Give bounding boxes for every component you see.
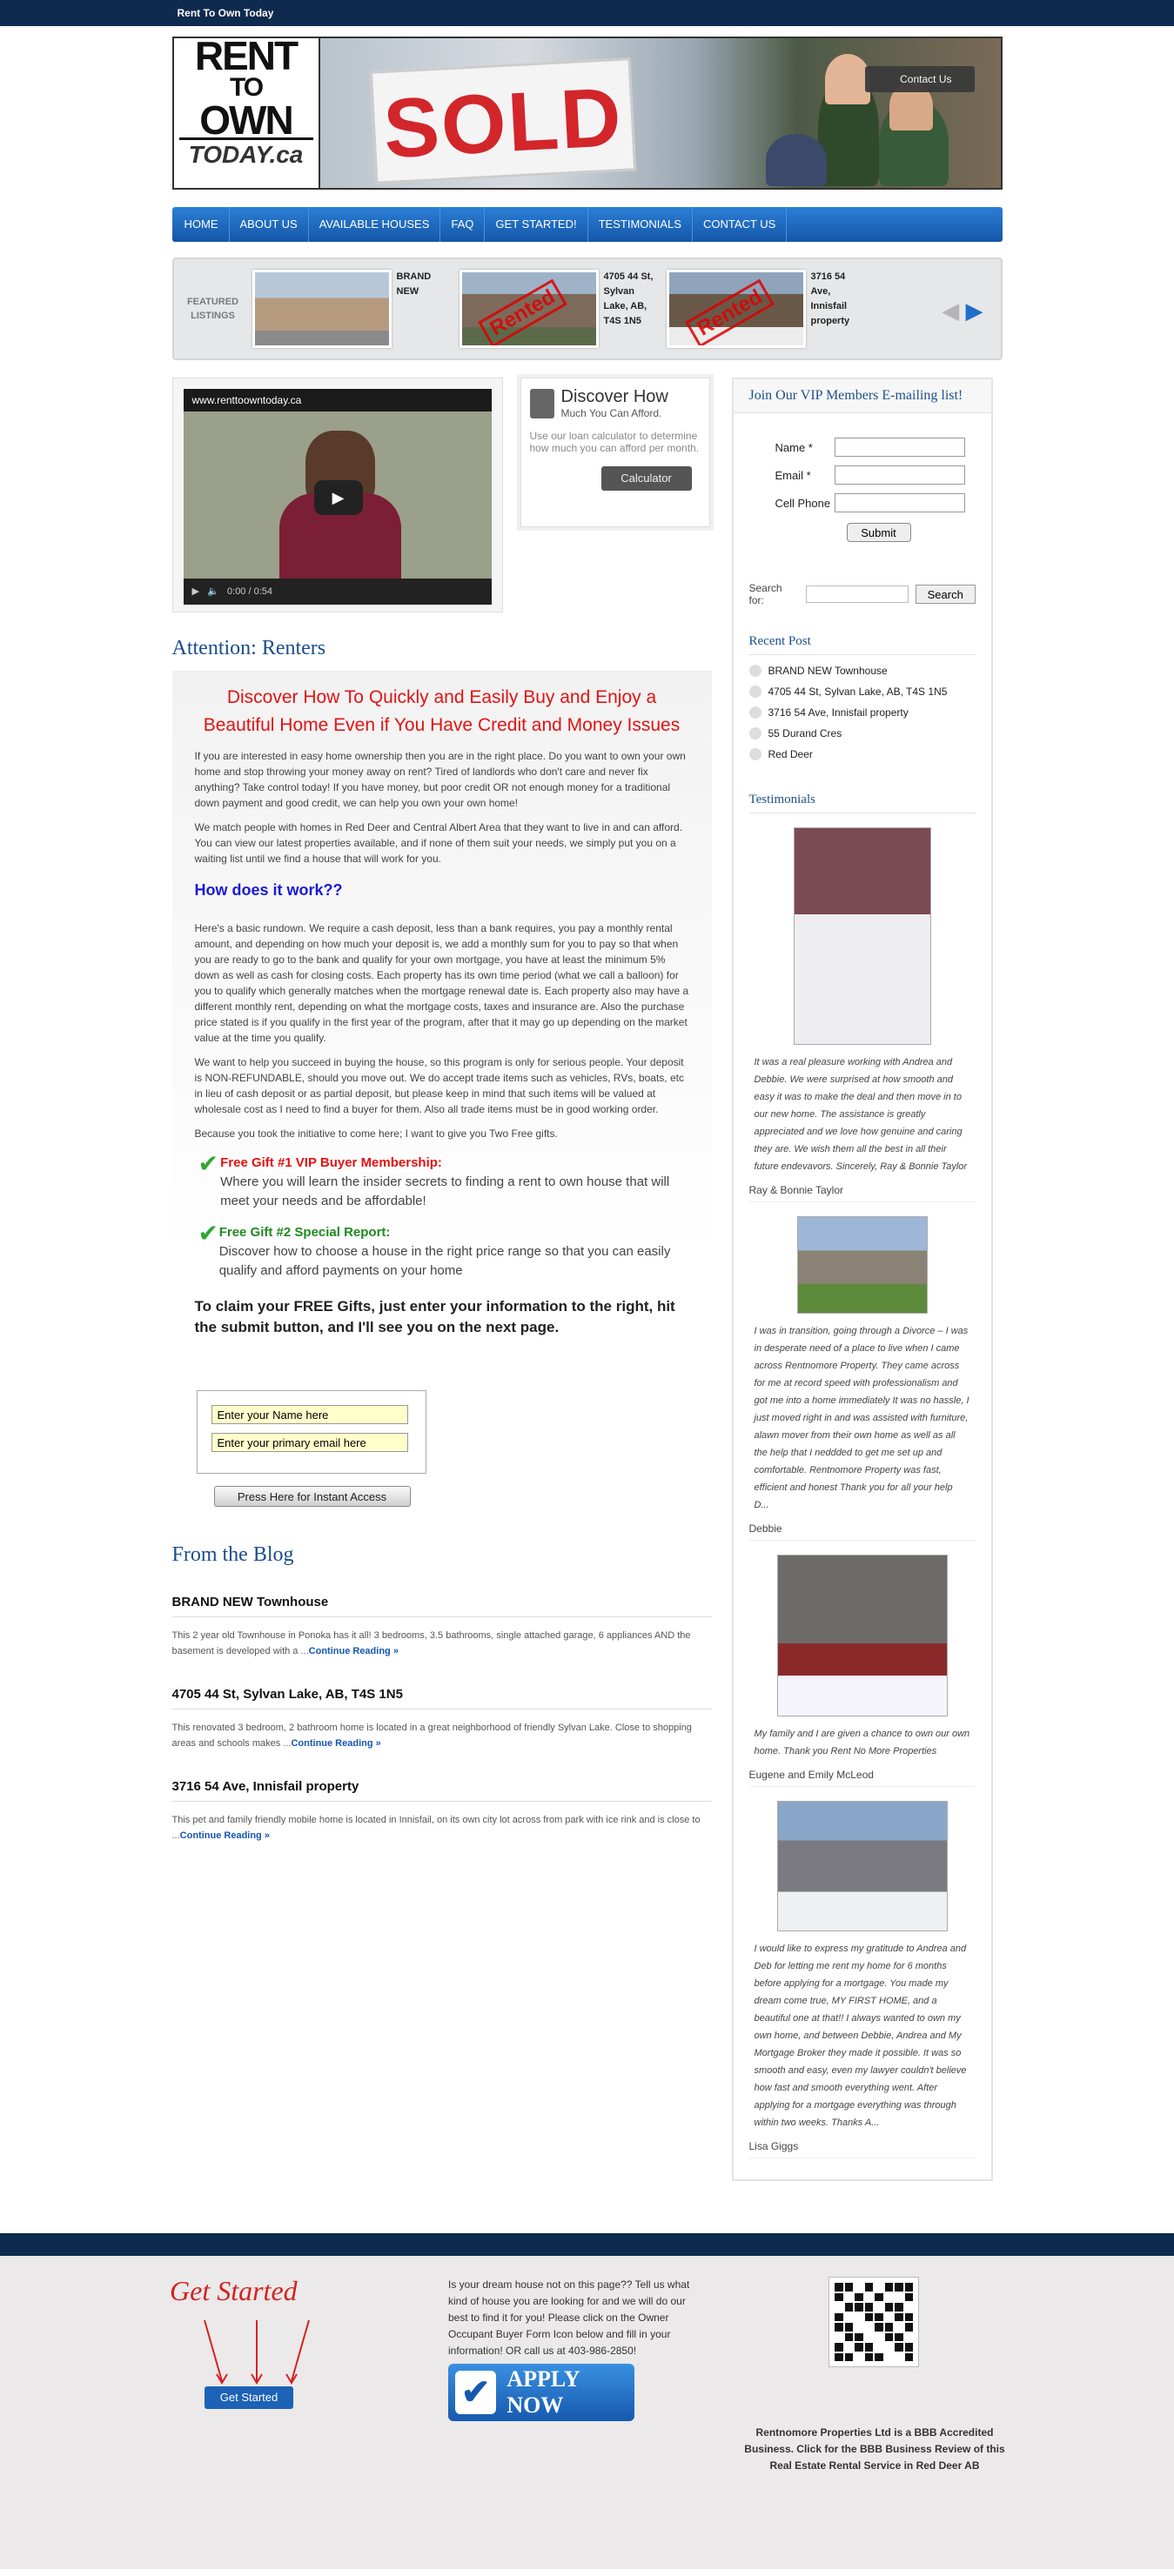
vip-email-input[interactable] [835, 465, 965, 485]
video-controls[interactable] [184, 579, 492, 605]
calculator-widget: Discover How Much You Can Afford. Use our loan calculator to determine how much you can afford per month. Calculator [520, 378, 710, 527]
video-player [172, 378, 503, 612]
nav-contact-us[interactable]: CONTACT US [693, 207, 787, 242]
testimonial-author: Lisa Giggs [749, 2140, 976, 2158]
qr-code[interactable] [829, 2277, 919, 2367]
recent-post-link[interactable]: 3716 54 Ave, Innisfail property [749, 702, 976, 723]
recent-post-link[interactable]: 4705 44 St, Sylvan Lake, AB, T4S 1N5 [749, 681, 976, 702]
arrows-icon [187, 2317, 326, 2386]
nav-get-started[interactable]: GET STARTED! [485, 207, 587, 242]
blog-post-title[interactable]: 4705 44 St, Sylvan Lake, AB, T4S 1N5 [172, 1687, 712, 1710]
listing-item[interactable]: Rented 3716 54 Ave, Innisfail property [667, 270, 865, 348]
listing-item[interactable]: BRAND NEW [252, 270, 451, 348]
calculator-text: Use our loan calculator to determine how much you can afford per month. [529, 430, 700, 454]
testimonial-photo [777, 1555, 948, 1716]
listing-photo[interactable] [252, 270, 392, 348]
checkmark-icon: ✔ [198, 1150, 218, 1177]
prev-arrow-icon[interactable]: ◀ [942, 298, 960, 324]
instant-access-button[interactable]: Press Here for Instant Access [214, 1486, 411, 1507]
continue-reading-link[interactable]: Continue Reading » [179, 1830, 270, 1841]
top-bar [0, 0, 1174, 26]
main-nav [172, 207, 1003, 242]
blog-post-title[interactable]: BRAND NEW Townhouse [172, 1595, 712, 1617]
optin-form [197, 1390, 426, 1474]
gift-2: ✔ Free Gift #2 Special Report: Discover how to choose a house in the right price range so that you can easily qualify and afford payments on your home [195, 1223, 689, 1281]
featured-label: FEATURED LISTINGS [186, 297, 239, 321]
header-banner [172, 37, 1003, 190]
testimonial-photo [797, 1216, 928, 1314]
rented-badge: Rented [685, 278, 775, 347]
vip-submit-button[interactable]: Submit [847, 523, 911, 542]
sidebar [732, 378, 993, 2181]
site-logo[interactable]: RENT TO OWN TODAY.ca [174, 38, 320, 188]
nav-available-houses[interactable]: AVAILABLE HOUSES [309, 207, 441, 242]
recent-post-link[interactable]: BRAND NEW Townhouse [749, 660, 976, 681]
blog-post-title[interactable]: 3716 54 Ave, Innisfail property [172, 1779, 712, 1802]
play-control-icon[interactable]: ▶ [191, 586, 199, 597]
search-button[interactable]: Search [916, 585, 976, 604]
blog-post: 3716 54 Ave, Innisfail property This pet and family friendly mobile home is located in Innisfail, on its own city lot across from park with ice rink and is close to ...Continue Reading » [172, 1779, 712, 1843]
vip-form: Name * Email * Cell Phone Submit [734, 413, 991, 542]
blog-post: BRAND NEW Townhouse This 2 year old Townhouse in Ponoka has it all! 3 bedrooms, 3.5 bathrooms, single attached garage, 6 appliances AND the basement is developed with a ...Continue Reading » [172, 1595, 712, 1659]
banner-image [320, 38, 1001, 188]
nav-testimonials[interactable]: TESTIMONIALS [588, 207, 693, 242]
search-input[interactable] [806, 585, 909, 603]
testimonial-quote: I was in transition, going through a Divorce – I was in desperate need of a place to live when I came across Rentnomore Property. They came across for me at record speed with professionalism and got me into a home immediately It was no hassle, I just moved right in and was assisted with furniture, alawn mover from their own home as well as all the help that I neddded to get me set up and comfortable. Rentnomore Property was fast, efficient and honest Thank you for all your help D... [754, 1326, 969, 1510]
attention-heading: Attention: Renters [171, 637, 326, 659]
calculator-button[interactable]: Calculator [601, 466, 692, 491]
calculator-icon [530, 389, 554, 418]
footer [0, 2256, 1174, 2569]
video-screen[interactable] [184, 389, 492, 605]
volume-icon[interactable]: 🔈 [207, 586, 219, 597]
site-title[interactable]: Rent To Own Today [177, 7, 274, 19]
optin-name-input[interactable] [211, 1405, 408, 1424]
testimonial-photo [794, 827, 931, 1045]
vip-name-input[interactable] [835, 438, 965, 457]
checkbox-icon: ✔ [455, 2371, 496, 2414]
featured-listings [172, 258, 1003, 360]
how-heading: How does it work?? [194, 881, 343, 899]
gift-1: ✔ Free Gift #1 VIP Buyer Membership: Where you will learn the insider secrets to finding a rent to own house that will meet your needs and be affordable! [195, 1154, 689, 1211]
testimonial-photo [777, 1801, 948, 1931]
promo-headline: Discover How To Quickly and Easily Buy and Enjoy a Beautiful Home Even if You Have Credit and Money Issues [203, 687, 681, 735]
search-form: Search for: Search [749, 582, 976, 606]
recent-post-link[interactable]: Red Deer [749, 744, 976, 765]
apply-now-button[interactable]: ✔ APPLY NOW [448, 2364, 634, 2421]
optin-email-input[interactable] [211, 1433, 408, 1452]
continue-reading-link[interactable]: Continue Reading » [308, 1646, 399, 1656]
footer-text: Is your dream house not on this page?? Tell us what kind of house you are looking for and we will do our best to find it for you! Please click on the Owner Occupant Buyer Form Icon below and fill in your information! OR call us at 403-986-2850! [448, 2278, 690, 2357]
listing-photo[interactable] [460, 270, 599, 348]
listing-item[interactable]: Rented 4705 44 St, Sylvan Lake, AB, T4S 1N5 [460, 270, 658, 348]
recent-post-link[interactable]: 55 Durand Cres [749, 723, 976, 744]
testimonial-quote: My family and I are given a chance to own our own home. Thank you Rent No More Properties [754, 1729, 970, 1756]
listing-photo[interactable] [667, 270, 806, 348]
get-started-script: Get Started [170, 2275, 298, 2306]
rented-badge: Rented [478, 278, 567, 347]
vip-heading: Join Our VIP Members E-mailing list! [734, 379, 991, 413]
get-started-button[interactable]: Get Started [205, 2386, 293, 2409]
video-time: 0:00 / 0:54 [227, 586, 273, 597]
testimonial-author: Eugene and Emily McLeod [749, 1769, 976, 1787]
testimonials-heading: Testimonials [749, 793, 976, 813]
promo-section: Discover How To Quickly and Easily Buy and Enjoy a Beautiful Home Even if You Have Credit and Money Issues If you are interested in easy home ownership then you are in the right place. Do you want to own your own home and stop throwing your money away on rent? Tired of landlords who don't care and never fix anything? Take control today! If you have money, but poor credit OR not enough money for a traditional down payment and good credit, we can help you own your own home! We match people with homes in Red Deer and Central Albert Area that they want to live in and can afford. You can view our latest properties available, and if none of them suit your needs, we simply put you on a waiting list until we find a house that will work for you. How does it work?? Here's a basic rundown. We require a cash deposit, less than a bank requires, you pay a monthly rental amount, and depending on how much your deposit is, we add a monthly sum for you to pay so that when you are ready to go to the bank and qualify for your own mortgage, you have at least the minimum 5% down as well as cash for closing costs. Each property has its own time period (what we call a balloon) for you to qualify which generally matches when the mortgage renewal date is. Each property also may have a different monthly rent, depending on what the mortgage costs, taxes and insurance are. Also the purchase price stated is if you qualify in the first year of the program, after that it may go up depending on the market value at the time you qualify. We want to help you succeed in buying the house, so this program is only for serious people. Your deposit is NON-REFUNDABLE, should you move out. We do accept trade items such as vehicles, RVs, boats, etc in lieu of cash deposit or as partial deposit, but please keep in mind that such items will be valued at wholesale cost as I need to find a buyer for them. Also all trade items must be in good working order. Because you took the initiative to come here; I want to give you Two Free gifts. ✔ Free Gift #1 VIP Buyer Membership: Where you will learn the insider secrets to finding a rent to own house that will meet your needs and be affordable! ✔ Free Gift #2 Special Report: Discover how to choose a house in the right price range so that you can easily qualify and afford payments on your home To claim your FREE Gifts, just enter your information to the right, hit the submit button, and I'll see you on the next page. Enter your Name here Enter your primary email here Press Here for Instant Access [172, 671, 712, 1512]
testimonial-author: Debbie [749, 1522, 976, 1541]
sold-sign-image: SOLD [369, 57, 635, 184]
blog-post: 4705 44 St, Sylvan Lake, AB, T4S 1N5 This renovated 3 bedroom, 2 bathroom home is located in a great neighborhood of friendly Sylvan Lake. Close to shopping areas and schools makes ...Continue Reading » [172, 1687, 712, 1751]
checkmark-icon: ✔ [198, 1220, 218, 1247]
play-icon[interactable]: ▶ [314, 480, 363, 515]
next-arrow-icon[interactable]: ▶ [965, 298, 983, 324]
continue-reading-link[interactable]: Continue Reading » [291, 1738, 381, 1749]
testimonial-quote: It was a real pleasure working with Andrea and Debbie. We were surprised at how smooth and easy it was to make the deal and then move in to our new home. The assistance is greatly appreciated and we love how genuine and caring they are. We wish them all the best in all their future endevavors. Sincerely, Ray & Bonnie Taylor [754, 1057, 968, 1172]
testimonial-quote: I would like to express my gratitude to Andrea and Deb for letting me rent my home for 6 months before applying for a mortgage. You made my dream come true, MY FIRST HOME, and a beautiful one at that!! I always wanted to own my own home, and between Debbie, Andrea and My Mortgage Broker they made it possible. It was so smooth and easy, even my lawyer couldn't believe how fast and smooth everything went. After applying for a mortgage everything was through within two weeks. Thanks A... [754, 1944, 967, 2128]
nav-about-us[interactable]: ABOUT US [230, 207, 309, 242]
calculator-title: Discover How [560, 387, 668, 406]
recent-post-heading: Recent Post [749, 634, 976, 655]
bbb-text[interactable]: Rentnomore Properties Ltd is a BBB Accredited Business. Click for the BBB Business Review of this Real Estate Rental Service in Red Deer AB [744, 2426, 1005, 2472]
nav-home[interactable]: HOME [174, 207, 230, 242]
claim-text: To claim your FREE Gifts, just enter your information to the right, hit the submit button, and I'll see you on the next page. [194, 1298, 675, 1335]
vip-phone-input[interactable] [835, 493, 965, 512]
footer-bar [0, 2233, 1174, 2256]
testimonial-author: Ray & Bonnie Taylor [749, 1184, 976, 1202]
contact-us-button[interactable]: Contact Us [865, 66, 974, 92]
blog-heading: From the Blog [171, 1543, 294, 1566]
nav-faq[interactable]: FAQ [440, 207, 485, 242]
video-title[interactable]: www.renttoowntoday.ca [184, 389, 492, 411]
